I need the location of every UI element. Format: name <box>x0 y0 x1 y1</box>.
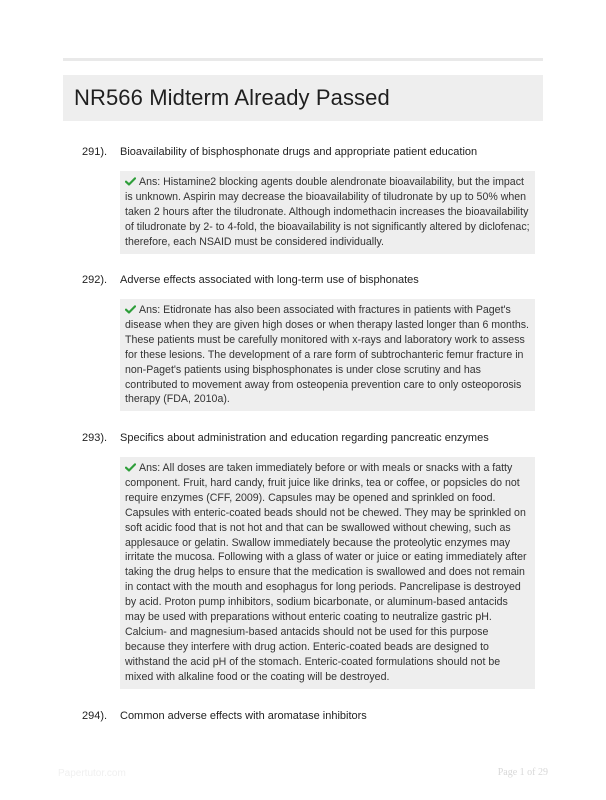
question-row <box>82 709 534 724</box>
answer-box <box>120 457 535 689</box>
title-bar <box>63 75 543 121</box>
answer-text: Ans: All doses are taken immediately before or with meals or snacks with a fatty component. Fruit, hard candy, fruit juice like drinks, tea or coffee, or popsicles do not require enzymes (CFF, 2009). Capsules may be opened and sprinkled on food. Capsules with enteric-coated beads should not be chewed. They may be sprinkled on soft acidic food that is not hot and that can be swallowed without chewing, such as applesauce or gelatin. Swallow immediately because the proteolytic enzymes may irritate the mucosa. Following with a glass of water or juice or eating immediately after taking the drug helps to ensure that the medication is swallowed and does not remain in contact with the mouth and esophagus for long periods. Pancrelipase is destroyed by acid. Proton pump inhibitors, sodium bicarbonate, or aluminum-based antacids may be used with preparations without enteric coating to neutralize gastric pH. Calcium- and magnesium-based antacids should not be used for this purpose because they interfere with drug action. Enteric-coated beads are designed to withstand the acid pH of the stomach. Enteric-coated formulations should not be mixed with alkaline food or the coating will be destroyed. <box>125 462 527 683</box>
qa-item-293 <box>82 431 534 689</box>
question-row <box>82 145 534 160</box>
qa-item-291 <box>82 145 534 254</box>
answer-text: Ans: Histamine2 blocking agents double alendronate bioavailability, but the impact is unknown. Aspirin may decrease the bioavailability of tiludronate by up to 50% when taken 2 hours after the tiludronate. Although indomethacin increases the bioavailability of tiludronate by 2- to 4-fold, the bioavailability is not significantly altered by diclofenac; therefore, each NSAID must be considered individually. <box>125 176 530 248</box>
question-text: Bioavailability of bisphosphonate drugs and appropriate patient education <box>120 146 478 158</box>
question-row <box>82 273 534 288</box>
qa-item-294 <box>82 709 534 724</box>
answer-text: Ans: Etidronate has also been associated with fractures in patients with Paget's disease when they are given high doses or when therapy lasted longer than 6 months. These patients must be carefully monitored with x-rays and laboratory work to assess for these lesions. The development of a rare form of subtrochanteric femur fracture in non-Paget's patients using bisphosphonates is under close scrutiny and has contributed to movement away from osteopenia prevention care to only osteoporosis therapy (FDA, 2010a). <box>125 304 529 406</box>
check-icon <box>125 305 136 314</box>
question-number: 294). <box>82 710 108 722</box>
question-number: 291). <box>82 146 108 158</box>
question-row <box>82 431 534 446</box>
page-indicator: Page 1 of 29 <box>497 767 548 778</box>
question-text: Common adverse effects with aromatase inhibitors <box>120 710 367 722</box>
page-title: NR566 Midterm Already Passed <box>74 85 390 110</box>
question-number: 293). <box>82 432 108 444</box>
qa-item-292 <box>82 273 534 411</box>
question-text: Adverse effects associated with long-term use of bisphonates <box>120 274 419 286</box>
top-rule <box>63 58 543 61</box>
question-number: 292). <box>82 274 108 286</box>
footer-watermark: Papertutor.com <box>58 768 126 779</box>
answer-box <box>120 299 535 411</box>
answer-box <box>120 171 535 254</box>
check-icon <box>125 177 136 186</box>
question-text: Specifics about administration and education regarding pancreatic enzymes <box>120 432 489 444</box>
check-icon <box>125 463 136 472</box>
